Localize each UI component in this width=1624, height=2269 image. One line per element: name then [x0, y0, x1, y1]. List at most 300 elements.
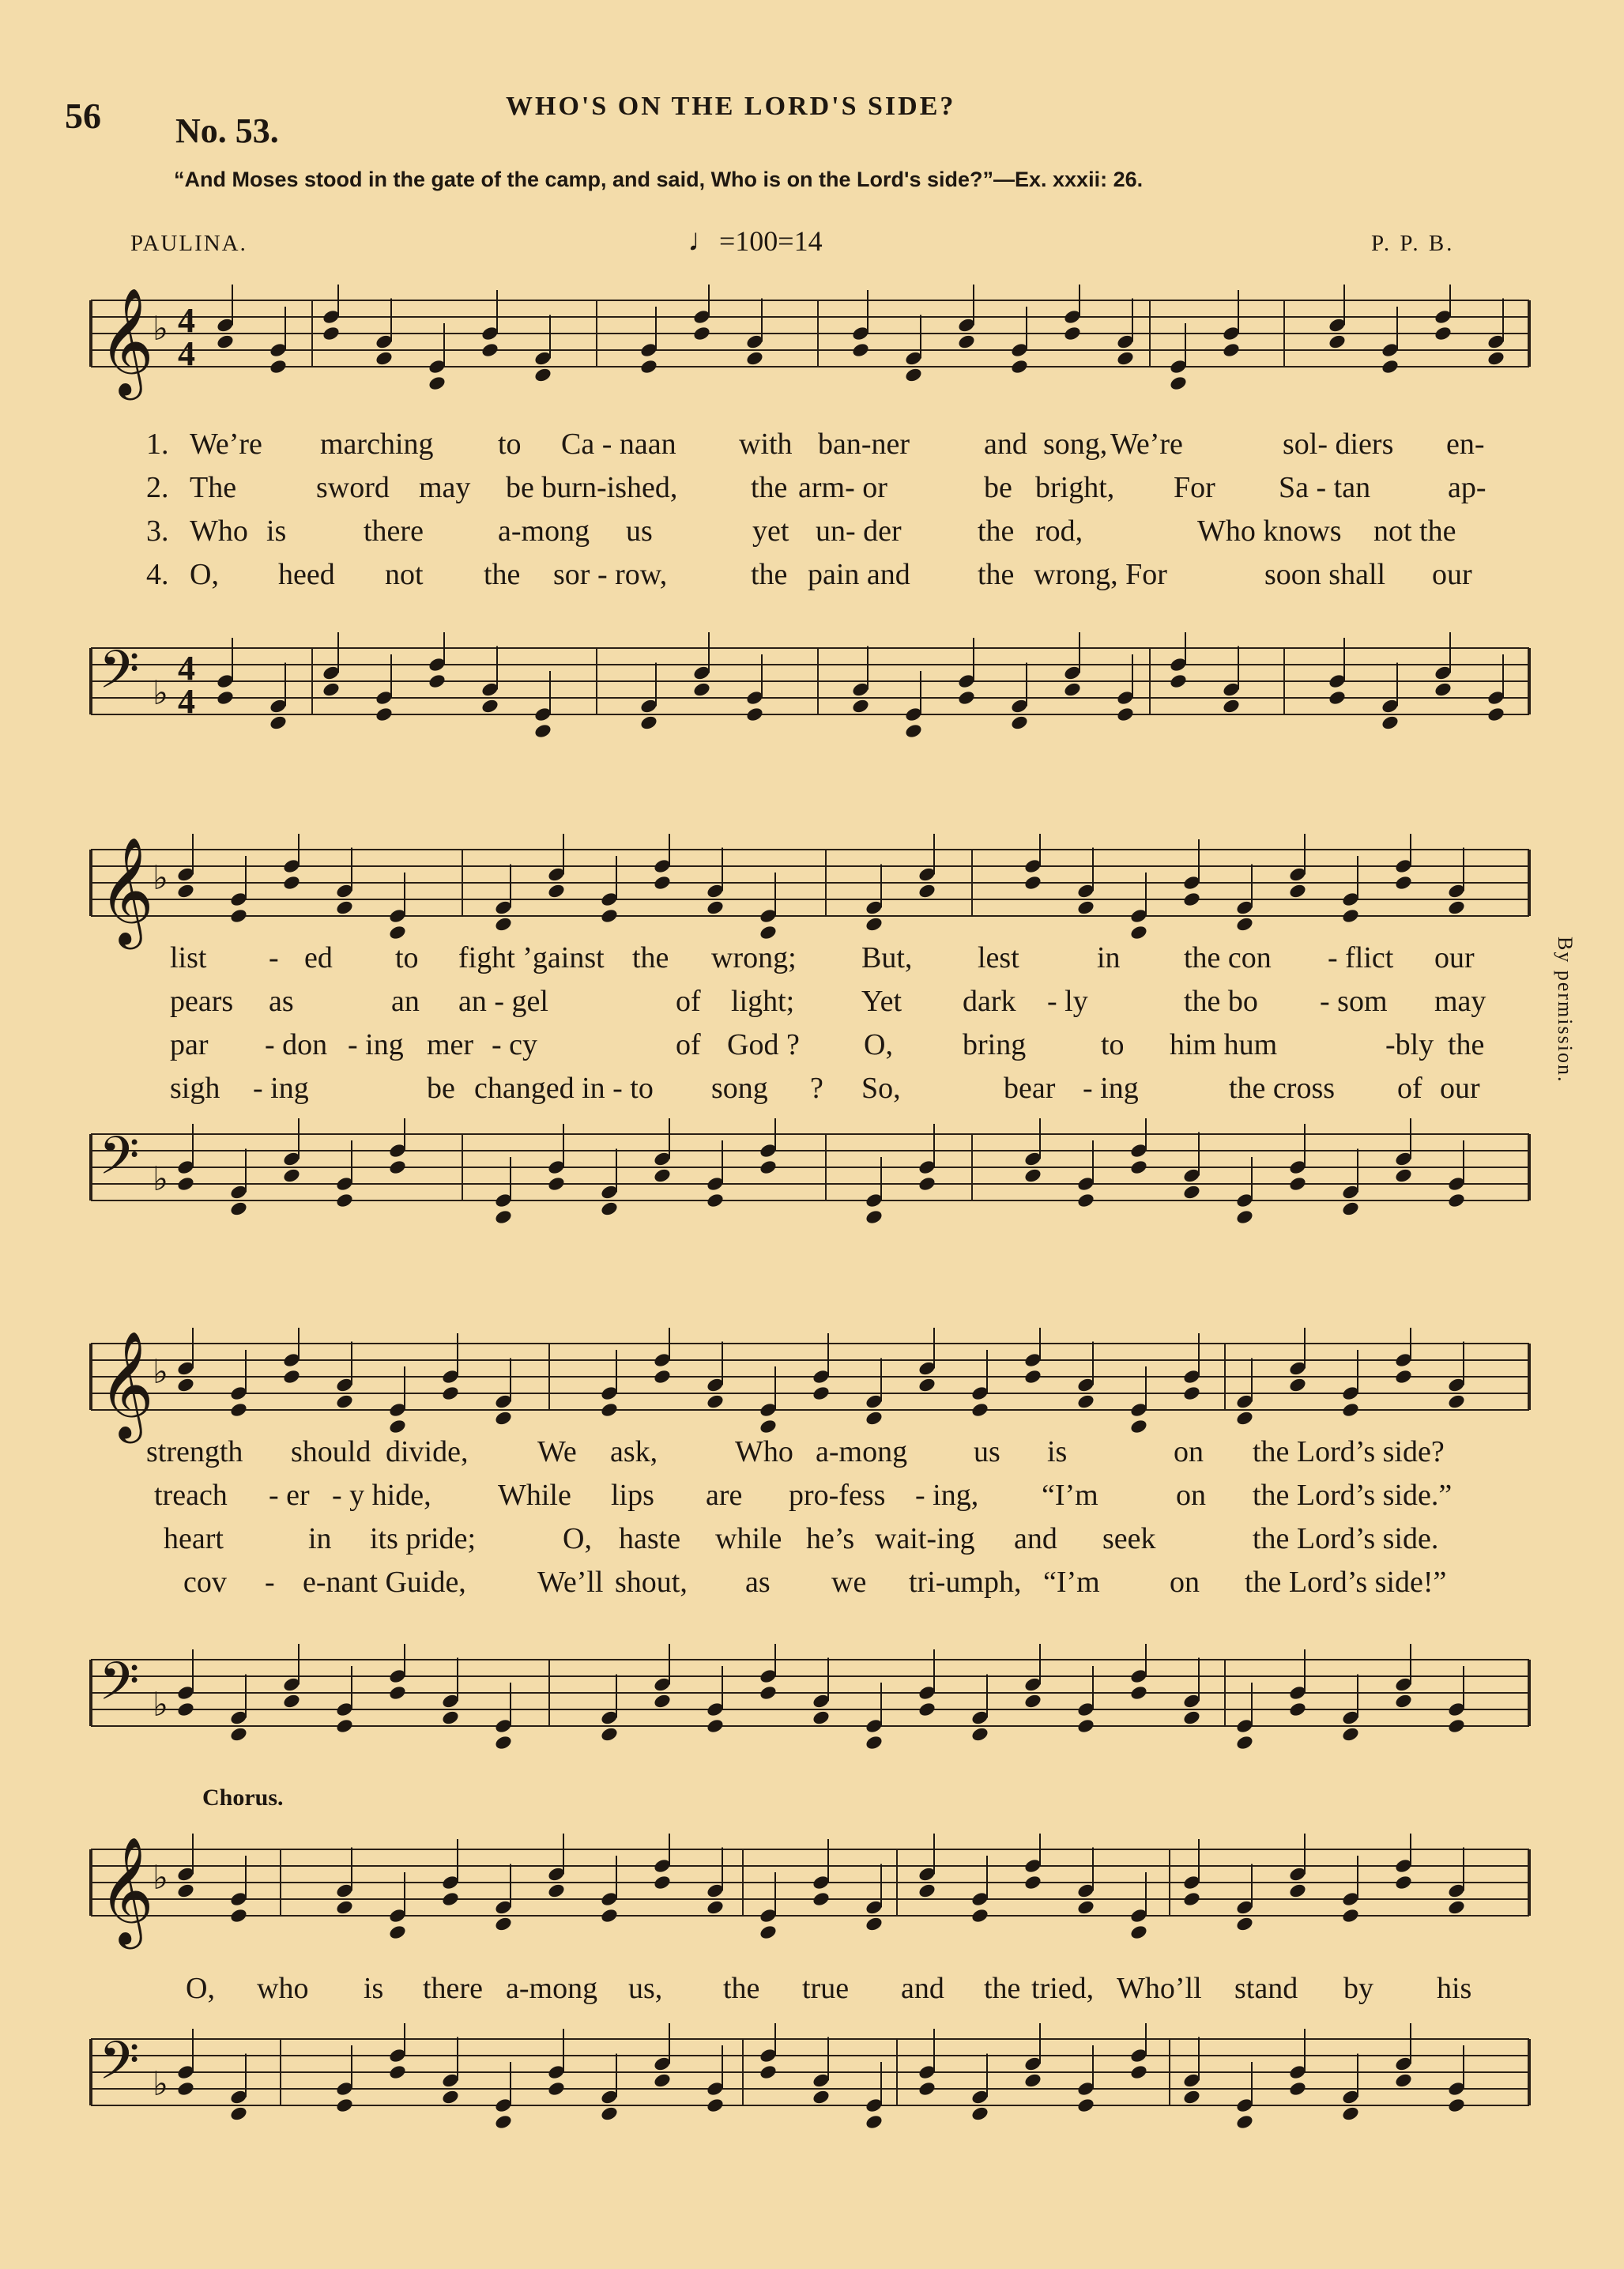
lyric-syllable: be — [984, 471, 1012, 504]
bass-clef-icon: 𝄢 — [99, 2030, 140, 2104]
notehead — [269, 358, 288, 375]
notehead — [229, 907, 248, 924]
notehead — [176, 883, 195, 899]
lyric-syllable: the bo — [1184, 985, 1258, 1018]
notehead — [1182, 1890, 1201, 1907]
lyric-syllable: a-mong — [498, 514, 590, 548]
notehead — [1288, 1701, 1307, 1717]
lyric-syllable: stand — [1234, 1972, 1298, 2005]
notehead — [1182, 891, 1201, 907]
notehead — [851, 698, 870, 714]
lyric-syllable: - don — [265, 1028, 328, 1061]
lyric-syllable: not — [385, 558, 424, 591]
notehead — [1341, 2105, 1360, 2122]
notehead — [1381, 358, 1400, 375]
source-attribution: P. P. B. — [1371, 231, 1455, 256]
lyric-syllable: haste — [619, 1522, 681, 1555]
notehead — [1288, 1883, 1307, 1899]
lyric-syllable: - ly — [1047, 985, 1088, 1018]
notehead — [282, 1167, 301, 1184]
lyric-syllable: “I’m — [1043, 1566, 1100, 1599]
notehead — [335, 899, 354, 916]
lyric-syllable: with — [739, 428, 793, 461]
notehead — [600, 1200, 619, 1217]
notehead — [759, 1159, 778, 1175]
notehead — [1235, 1734, 1254, 1751]
notehead — [388, 1159, 407, 1175]
lyric-syllable: While — [498, 1479, 571, 1512]
notehead — [335, 1717, 354, 1734]
notehead — [494, 2113, 513, 2130]
lyric-syllable: is — [364, 1972, 384, 2005]
verse-2-line-3 — [0, 1478, 1624, 1521]
notehead — [1341, 1200, 1360, 1217]
notehead — [494, 916, 513, 933]
lyric-syllable: is — [1047, 1435, 1068, 1468]
lyric-syllable: the Lord’s side. — [1253, 1522, 1439, 1555]
notehead — [1076, 899, 1095, 916]
notehead — [1182, 1184, 1201, 1200]
lyric-syllable: The — [190, 471, 237, 504]
notehead — [1394, 1167, 1413, 1184]
verse-1-line-3 — [0, 1434, 1624, 1477]
notehead — [1063, 325, 1082, 341]
page-number: 56 — [65, 96, 101, 136]
bass-staff-system-3 — [0, 1644, 1624, 1762]
lyric-syllable: him hum — [1170, 1028, 1278, 1061]
verse-2-line-1 — [0, 470, 1624, 513]
notehead — [176, 1175, 195, 1192]
notehead — [970, 1401, 989, 1418]
lyric-syllable: Sa - tan — [1279, 471, 1371, 504]
lyric-syllable: par — [170, 1028, 209, 1061]
notehead — [1288, 1377, 1307, 1393]
notehead — [176, 1377, 195, 1393]
lyric-syllable: while — [715, 1522, 782, 1555]
notehead — [428, 375, 447, 391]
notehead — [1328, 689, 1347, 706]
lyric-syllable: bright, — [1035, 471, 1115, 504]
notehead — [706, 1717, 725, 1734]
treble-clef-icon: 𝄞 — [99, 1835, 154, 1944]
flat-icon: ♭ — [153, 1858, 168, 1897]
lyric-syllable: Who — [190, 514, 248, 548]
treble-staff-system-3 — [0, 1328, 1624, 1446]
lyric-syllable: ap- — [1448, 471, 1486, 504]
notehead — [229, 1726, 248, 1743]
notehead — [706, 2097, 725, 2113]
notehead — [441, 1385, 460, 1401]
lyric-syllable: the Lord’s side!” — [1245, 1566, 1447, 1599]
notehead — [216, 689, 235, 706]
notehead — [1235, 1410, 1254, 1427]
notehead — [600, 1907, 619, 1924]
notehead — [547, 2080, 566, 2097]
notehead — [1394, 1874, 1413, 1890]
lyric-syllable: Who knows — [1197, 514, 1342, 548]
notehead — [745, 350, 764, 367]
notehead — [1447, 899, 1466, 916]
lyric-syllable: ed — [304, 941, 333, 974]
lyric-syllable: wrong, For — [1034, 558, 1167, 591]
notehead — [1182, 1385, 1201, 1401]
verse-3-line-1 — [0, 514, 1624, 556]
lyric-syllable: God ? — [727, 1028, 800, 1061]
notehead — [533, 722, 552, 739]
time-signature-digit: 4 — [178, 681, 195, 721]
notehead — [1182, 1709, 1201, 1726]
lyric-syllable: O, — [563, 1522, 592, 1555]
lyric-syllable: e-nant Guide, — [303, 1566, 466, 1599]
notehead — [1341, 907, 1360, 924]
notehead — [653, 1874, 672, 1890]
notehead — [1010, 358, 1029, 375]
lyric-syllable: true — [802, 1972, 850, 2005]
lyric-syllable: an - gel — [458, 985, 548, 1018]
notehead — [904, 367, 923, 383]
notehead — [1434, 325, 1453, 341]
lyric-syllable: the — [632, 941, 669, 974]
lyric-syllable: - y hide, — [332, 1479, 431, 1512]
notehead — [1288, 883, 1307, 899]
chorus-line-1 — [0, 1971, 1624, 2014]
lyric-syllable: pain and — [808, 558, 910, 591]
notehead — [441, 1709, 460, 1726]
notehead — [918, 1701, 936, 1717]
notehead — [653, 1693, 672, 1709]
bass-staff-system-2 — [0, 1118, 1624, 1237]
lyric-syllable: we — [831, 1566, 867, 1599]
verse-number: 3. — [146, 514, 169, 548]
flat-icon: ♭ — [153, 858, 168, 897]
notehead — [759, 2064, 778, 2080]
lyric-syllable: of — [676, 985, 701, 1018]
notehead — [918, 1377, 936, 1393]
notehead — [176, 2080, 195, 2097]
notehead — [1288, 2080, 1307, 2097]
lyric-syllable: But, — [861, 941, 913, 974]
notehead — [494, 1916, 513, 1932]
notehead — [1076, 2097, 1095, 2113]
notehead — [865, 916, 884, 933]
lyric-syllable: ban-ner — [818, 428, 910, 461]
lyric-syllable: there — [364, 514, 424, 548]
lyric-syllable: by — [1343, 1972, 1373, 2005]
notehead — [1235, 2113, 1254, 2130]
notehead — [639, 358, 658, 375]
treble-clef-icon: 𝄞 — [99, 286, 154, 395]
notehead — [282, 874, 301, 891]
hymn-number: No. 53. — [175, 111, 279, 150]
lyric-syllable: - ing, — [915, 1479, 979, 1512]
notehead — [759, 1684, 778, 1701]
bass-staff-system-4 — [0, 2023, 1624, 2142]
notehead — [388, 924, 407, 940]
lyric-syllable: bring — [963, 1028, 1027, 1061]
notehead — [547, 1883, 566, 1899]
lyric-syllable: should — [291, 1435, 371, 1468]
lyric-syllable: soon shall — [1264, 558, 1386, 591]
notehead — [229, 1200, 248, 1217]
notehead — [1447, 1717, 1466, 1734]
lyric-syllable: fight ’gainst — [458, 941, 605, 974]
bass-clef-icon: 𝄢 — [99, 639, 140, 713]
notehead — [745, 706, 764, 722]
time-signature-digit: 4 — [178, 648, 195, 688]
notehead — [533, 367, 552, 383]
lyric-syllable: rod, — [1035, 514, 1083, 548]
lyric-syllable: he’s — [806, 1522, 855, 1555]
notehead — [269, 714, 288, 731]
notehead — [1116, 706, 1135, 722]
notehead — [1023, 1874, 1042, 1890]
bass-clef-icon: 𝄢 — [99, 1125, 140, 1199]
notehead — [1129, 1418, 1148, 1434]
notehead — [1328, 334, 1347, 350]
notehead — [335, 1899, 354, 1916]
notehead — [1486, 706, 1505, 722]
notehead — [229, 2105, 248, 2122]
lyric-syllable: - cy — [492, 1028, 538, 1061]
tempo-value: =100=14 — [719, 225, 823, 257]
notehead — [1129, 924, 1148, 940]
lyric-syllable: arm- or — [798, 471, 887, 504]
half-note-icon: ♩ — [688, 222, 719, 258]
lyric-syllable: are — [706, 1479, 743, 1512]
notehead — [1341, 1726, 1360, 1743]
lyric-syllable: who — [257, 1972, 309, 2005]
notehead — [441, 2089, 460, 2105]
notehead — [1182, 2089, 1201, 2105]
lyric-syllable: sol- diers — [1283, 428, 1394, 461]
lyric-syllable: as — [745, 1566, 771, 1599]
lyric-syllable: un- der — [816, 514, 902, 548]
notehead — [441, 1890, 460, 1907]
lyric-syllable: to — [1101, 1028, 1125, 1061]
lyric-syllable: bear — [1004, 1072, 1056, 1105]
time-signature-digit: 4 — [178, 300, 195, 340]
notehead — [494, 1410, 513, 1427]
notehead — [282, 1368, 301, 1385]
lyric-syllable: and — [984, 428, 1027, 461]
notehead — [653, 1368, 672, 1385]
epigraph: “And Moses stood in the gate of the camp, and said, Who is on the Lord's side?”—Ex. xxxii: 26. — [174, 168, 1144, 191]
lyric-syllable: So, — [861, 1072, 901, 1105]
notehead — [1129, 1924, 1148, 1940]
notehead — [1394, 874, 1413, 891]
notehead — [1129, 1159, 1148, 1175]
lyric-syllable: sigh — [170, 1072, 220, 1105]
lyric-syllable: not the — [1373, 514, 1456, 548]
lyric-syllable: on — [1174, 1435, 1204, 1468]
lyric-syllable: our — [1432, 558, 1472, 591]
lyric-syllable: and — [901, 1972, 944, 2005]
flat-icon: ♭ — [153, 1685, 168, 1724]
lyric-syllable: en- — [1446, 428, 1485, 461]
lyric-syllable: on — [1170, 1566, 1200, 1599]
lyric-syllable: us, — [628, 1972, 663, 2005]
treble-staff-system-1 — [0, 285, 1624, 403]
notehead — [388, 2064, 407, 2080]
lyric-syllable: the — [751, 471, 788, 504]
notehead — [1381, 714, 1400, 731]
lyric-syllable: a-mong — [506, 1972, 598, 2005]
notehead — [547, 1175, 566, 1192]
lyric-syllable: to — [395, 941, 419, 974]
verse-3-line-2 — [0, 1027, 1624, 1070]
lyric-syllable: pears — [170, 985, 234, 1018]
notehead — [229, 1401, 248, 1418]
notehead — [1235, 1916, 1254, 1932]
notehead — [865, 1410, 884, 1427]
notehead — [1235, 1208, 1254, 1225]
notehead — [918, 883, 936, 899]
notehead — [282, 1693, 301, 1709]
lyric-syllable: O, — [186, 1972, 215, 2005]
notehead — [1447, 1393, 1466, 1410]
notehead — [1023, 2072, 1042, 2089]
lyric-syllable: - ing — [253, 1072, 309, 1105]
lyric-syllable: us — [626, 514, 653, 548]
lyric-syllable: treach — [154, 1479, 228, 1512]
lyric-syllable: heed — [278, 558, 335, 591]
lyric-syllable: the — [978, 558, 1015, 591]
notehead — [865, 2113, 884, 2130]
notehead — [322, 325, 341, 341]
notehead — [1129, 2064, 1148, 2080]
notehead — [176, 1883, 195, 1899]
notehead — [1169, 375, 1188, 391]
notehead — [970, 2105, 989, 2122]
notehead — [692, 681, 711, 698]
lyric-syllable: an — [391, 985, 420, 1018]
notehead — [216, 334, 235, 350]
verse-4-line-3 — [0, 1565, 1624, 1608]
lyric-syllable: tried, — [1031, 1972, 1095, 2005]
lyric-syllable: marching — [320, 428, 434, 461]
notehead — [759, 924, 778, 940]
lyric-syllable: the — [978, 514, 1015, 548]
lyric-syllable: We — [537, 1435, 577, 1468]
lyric-syllable: be burn-ished, — [506, 471, 678, 504]
notehead — [600, 2105, 619, 2122]
flat-icon: ♭ — [153, 2064, 168, 2103]
lyric-syllable: song — [711, 1072, 768, 1105]
lyric-syllable: Ca - naan — [561, 428, 676, 461]
lyric-syllable: dark — [963, 985, 1016, 1018]
lyric-syllable: lest — [978, 941, 1019, 974]
lyric-syllable: the — [984, 1972, 1021, 2005]
notehead — [706, 1393, 725, 1410]
lyric-syllable: in — [308, 1522, 332, 1555]
notehead — [970, 1907, 989, 1924]
notehead — [1076, 1192, 1095, 1208]
notehead — [335, 1192, 354, 1208]
notehead — [865, 1916, 884, 1932]
lyric-syllable: song, — [1043, 428, 1108, 461]
treble-staff-system-2 — [0, 834, 1624, 952]
notehead — [1394, 2072, 1413, 2089]
chorus-label: Chorus. — [202, 1785, 284, 1811]
verse-number: 1. — [146, 428, 169, 461]
lyric-syllable: pro-fess — [789, 1479, 886, 1512]
tempo-marking — [688, 221, 823, 258]
lyric-syllable: ? — [810, 1072, 823, 1105]
notehead — [1222, 698, 1241, 714]
lyric-syllable: - — [265, 1566, 275, 1599]
lyric-syllable: on — [1176, 1479, 1206, 1512]
lyric-syllable: the — [751, 558, 788, 591]
bass-staff-system-1 — [0, 632, 1624, 751]
lyric-syllable: of — [676, 1028, 701, 1061]
notehead — [706, 1192, 725, 1208]
notehead — [1023, 874, 1042, 891]
verse-2-line-2 — [0, 984, 1624, 1027]
notehead — [1023, 1368, 1042, 1385]
lyric-syllable: Yet — [861, 985, 902, 1018]
notehead — [706, 899, 725, 916]
notehead — [918, 1883, 936, 1899]
lyric-syllable: sword — [316, 471, 390, 504]
lyric-syllable: the Lord’s side.” — [1253, 1479, 1453, 1512]
notehead — [1116, 350, 1135, 367]
notehead — [653, 2072, 672, 2089]
permission-note: By permission. — [1554, 937, 1577, 1084]
lyric-syllable: strength — [146, 1435, 243, 1468]
lyric-syllable: in — [1097, 941, 1121, 974]
flat-icon: ♭ — [153, 1352, 168, 1391]
lyric-syllable: Who’ll — [1117, 1972, 1202, 2005]
lyric-syllable: Who — [735, 1435, 793, 1468]
notehead — [759, 1924, 778, 1940]
notehead — [1394, 1368, 1413, 1385]
lyric-syllable: of — [1397, 1072, 1422, 1105]
notehead — [600, 907, 619, 924]
notehead — [1288, 1175, 1307, 1192]
notehead — [851, 341, 870, 358]
verse-4-line-2 — [0, 1071, 1624, 1114]
notehead — [1076, 1393, 1095, 1410]
lyric-syllable: We’ll — [537, 1566, 604, 1599]
notehead — [428, 673, 447, 689]
lyric-syllable: its pride; — [370, 1522, 477, 1555]
lyric-syllable: our — [1434, 941, 1475, 974]
notehead — [692, 325, 711, 341]
lyric-syllable: may — [419, 471, 471, 504]
notehead — [812, 2089, 831, 2105]
lyric-syllable: seek — [1102, 1522, 1156, 1555]
lyric-syllable: divide, — [386, 1435, 469, 1468]
lyric-syllable: wrong; — [711, 941, 797, 974]
lyric-syllable: is — [266, 514, 287, 548]
lyric-syllable: the — [723, 1972, 760, 2005]
lyric-syllable: yet — [752, 514, 789, 548]
lyric-syllable: changed in - to — [474, 1072, 654, 1105]
notehead — [865, 1734, 884, 1751]
flat-icon: ♭ — [153, 309, 168, 348]
notehead — [653, 1167, 672, 1184]
bass-clef-icon: 𝄢 — [99, 1651, 140, 1724]
notehead — [388, 1924, 407, 1940]
verse-4-line-1 — [0, 557, 1624, 600]
lyric-syllable: the — [1448, 1028, 1485, 1061]
notehead — [1169, 673, 1188, 689]
notehead — [335, 1393, 354, 1410]
lyric-syllable: his — [1437, 1972, 1472, 2005]
notehead — [375, 706, 394, 722]
lyric-syllable: light; — [731, 985, 795, 1018]
flat-icon: ♭ — [153, 673, 168, 712]
